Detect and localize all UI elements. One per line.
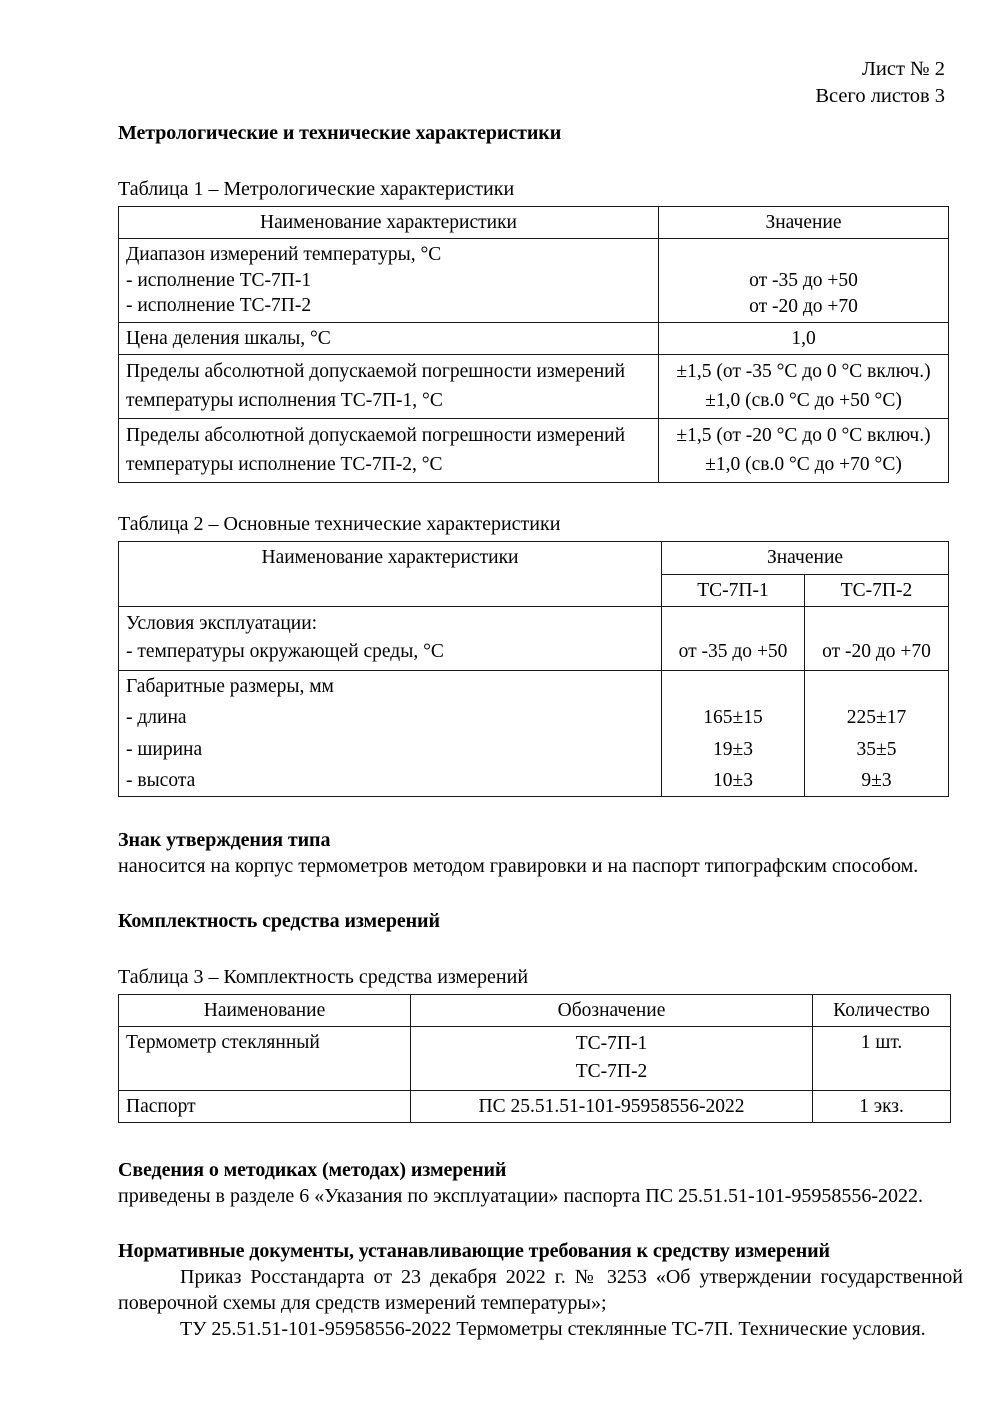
table-row [119, 702, 949, 733]
table2-row2-value2: 225±17 [805, 702, 949, 733]
table-header-row [119, 542, 949, 574]
cell-line: температуры исполнения ТС-7П-1, °С [126, 389, 443, 411]
section-heading-completeness: Комплектность средства измерений [118, 909, 440, 932]
table2-caption: Таблица 2 – Основные технические характеристики [118, 513, 561, 536]
table2-header-variant-1: ТС-7П-1 [662, 574, 805, 606]
table3-header-name: Наименование [119, 994, 411, 1026]
table3-row1-quantity: 1 экз. [813, 1090, 951, 1122]
table2-row3-value1: 19±3 [662, 734, 805, 765]
table-row [119, 765, 949, 797]
table2-row2-name: - длина [119, 702, 662, 733]
table2-row4-name: - высота [119, 765, 662, 797]
table2-row1-name: Габаритные размеры, мм [119, 670, 662, 702]
section-heading-type-mark: Знак утверждения типа [118, 829, 331, 852]
table2-header-value: Значение [662, 542, 949, 574]
table-row [119, 355, 949, 419]
table-row [119, 606, 949, 670]
cell-line: Условия эксплуатации: [126, 612, 318, 634]
table-row [119, 1090, 951, 1122]
cell-line-spacer [666, 242, 941, 268]
table2-header-name: Наименование характеристики [119, 542, 662, 607]
cell-line-spacer [812, 610, 941, 638]
cell-line: Пределы абсолютной допускаемой погрешности измерений [126, 425, 626, 447]
table1-row3-value [659, 419, 949, 483]
sheet-number: Лист № 2 [862, 58, 945, 80]
table3-row1-name: Паспорт [119, 1090, 411, 1122]
table2-row1-value1 [662, 670, 805, 702]
table2-row0-name [119, 606, 662, 670]
table-row [119, 323, 949, 355]
table2-row4-value2: 9±3 [805, 765, 949, 797]
table3-row0-quantity: 1 шт. [813, 1026, 951, 1090]
section-heading-normative: Нормативные документы, устанавливающие требования к средству измерений [118, 1239, 830, 1262]
cell-line: от -20 до +70 [749, 295, 858, 317]
methods-text: приведены в разделе 6 «Указания по эксплуатации» паспорта ПС 25.51.51-101-95958556-2022. [118, 1185, 924, 1208]
table3-header-designation: Обозначение [411, 994, 813, 1026]
table2-row3-value2: 35±5 [805, 734, 949, 765]
cell-line: ±1,0 (св.0 °С до +70 °С) [705, 453, 902, 475]
total-sheets: Всего листов 3 [815, 85, 945, 108]
table1-row2-value [659, 355, 949, 419]
cell-line: ±1,5 (от -20 °С до 0 °С включ.) [676, 425, 931, 447]
cell-line: от -20 до +70 [822, 640, 931, 662]
document-body [118, 120, 963, 1343]
table2-row0-value2 [805, 606, 949, 670]
table3-header-quantity: Количество [813, 994, 951, 1026]
table-row [119, 239, 949, 323]
table2-row3-name: - ширина [119, 734, 662, 765]
table-technical-characteristics [118, 541, 949, 797]
table1-row0-value [659, 239, 949, 323]
cell-line: - исполнение ТС-7П-1 [126, 269, 312, 291]
table1-caption: Таблица 1 – Метрологические характеристики [118, 178, 515, 200]
table3-row0-designation [411, 1026, 813, 1090]
cell-line: - исполнение ТС-7П-2 [126, 295, 312, 317]
table-metrological-characteristics [118, 206, 949, 483]
table1-row0-name [119, 239, 659, 323]
table1-row1-name: Цена деления шкалы, °С [119, 323, 659, 355]
normative-item-2: ТУ 25.51.51-101-95958556-2022 Термометры стеклянные ТС-7П. Технические условия. [180, 1318, 926, 1341]
table3-row1-designation: ПС 25.51.51-101-95958556-2022 [411, 1090, 813, 1122]
table3-row0-name: Термометр стеклянный [119, 1026, 411, 1090]
cell-line: ±1,0 (св.0 °С до +50 °С) [705, 389, 902, 411]
table-row [119, 734, 949, 765]
page-header [815, 56, 945, 111]
section-heading-methods: Сведения о методиках (методах) измерений [118, 1159, 507, 1182]
section-heading-metrological: Метрологические и технические характеристики [118, 122, 562, 144]
normative-item-1: Приказ Росстандарта от 23 декабря 2022 г. № 3253 «Об утверждении государственной поверочной схемы для средств измерений температуры»; [118, 1265, 963, 1315]
table-header-row [119, 207, 949, 239]
cell-line: - температуры окружающей среды, °С [126, 641, 444, 663]
cell-line: от -35 до +50 [749, 270, 858, 292]
table2-row1-value2 [805, 670, 949, 702]
table1-row2-name [119, 355, 659, 419]
cell-line: Пределы абсолютной допускаемой погрешности измерений [126, 361, 626, 383]
table-row [119, 1026, 951, 1090]
cell-line: ±1,5 (от -35 °С до 0 °С включ.) [676, 361, 931, 383]
cell-line: Диапазон измерений температуры, °С [126, 244, 442, 266]
type-mark-text: наносится на корпус термометров методом гравировки и на паспорт типографским способом. [118, 855, 919, 878]
cell-line: температуры исполнение ТС-7П-2, °С [126, 453, 443, 475]
table3-caption: Таблица 3 – Комплектность средства измерений [118, 965, 529, 988]
table-row [119, 419, 949, 483]
table1-row1-value: 1,0 [659, 323, 949, 355]
cell-line-spacer [669, 610, 797, 638]
table-header-row [119, 994, 951, 1026]
table2-row2-value1: 165±15 [662, 702, 805, 733]
table-row [119, 670, 949, 702]
table2-row4-value1: 10±3 [662, 765, 805, 797]
table1-header-name: Наименование характеристики [119, 207, 659, 239]
table1-header-value: Значение [659, 207, 949, 239]
cell-line: ТС-7П-1 [575, 1032, 648, 1054]
table2-header-variant-2: ТС-7П-2 [805, 574, 949, 606]
cell-line: от -35 до +50 [678, 640, 788, 662]
table2-row0-value1 [662, 606, 805, 670]
cell-line: ТС-7П-2 [575, 1061, 648, 1083]
table-completeness [118, 994, 951, 1124]
table1-row3-name [119, 419, 659, 483]
